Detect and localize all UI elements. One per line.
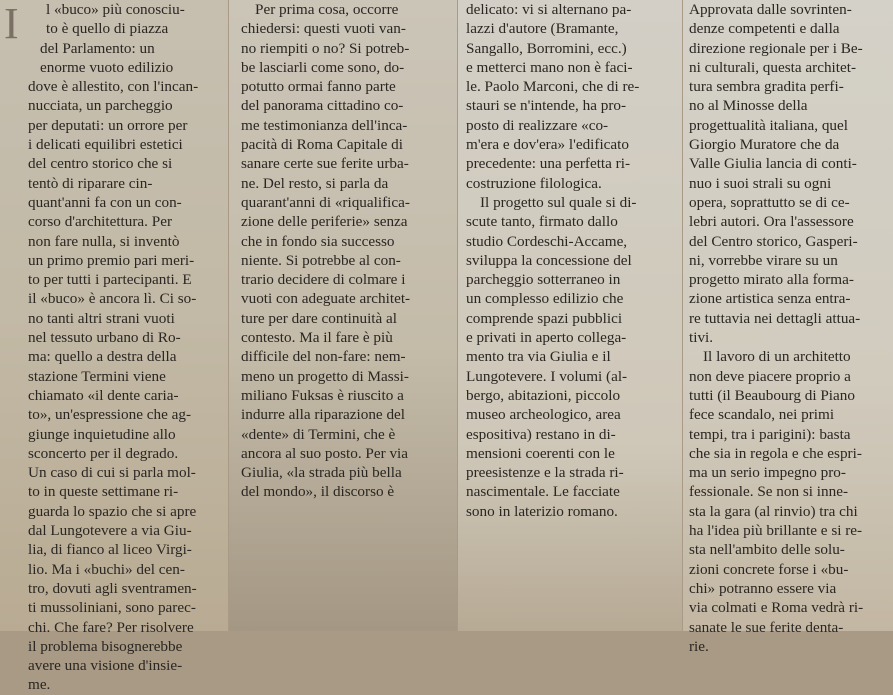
text-line: Il lavoro di un architetto: [703, 348, 851, 366]
text-line: lazzi d'autore (Bramante,: [466, 20, 619, 38]
text-line: corso d'architettura. Per: [28, 213, 173, 231]
text-line: progettualità italiana, quel: [689, 116, 848, 134]
text-line: vuoti con adeguate architet-: [241, 290, 411, 308]
text-line: Sangallo, Borromini, ecc.): [466, 39, 627, 57]
text-line: potutto ormai fanno parte: [241, 78, 396, 96]
text-line: sanare certe sue ferite urba-: [241, 155, 409, 173]
text-line: sono in laterizio romano.: [466, 502, 618, 520]
text-line: giunge inquietudine allo: [28, 425, 176, 443]
text-line: e metterci mano non è faci-: [466, 58, 633, 76]
text-line: parcheggio sotterraneo in: [466, 271, 621, 289]
text-line: zione delle periferie» senza: [241, 213, 408, 231]
text-line: chiamato «il dente caria-: [28, 386, 179, 404]
text-line: un primo premio pari meri-: [28, 251, 195, 269]
text-line: Per prima cosa, occorre: [255, 1, 399, 18]
drop-cap: I: [4, 0, 19, 48]
column-1: [0, 0, 228, 694]
text-line: il «buco» è ancora lì. Ci so-: [28, 290, 197, 308]
text-line: tro, dovuti agli sventramen-: [28, 579, 197, 597]
text-line: Valle Giulia lancia di conti-: [689, 155, 857, 173]
column-2-text: [241, 0, 449, 502]
column-2: [229, 0, 457, 631]
text-line: un complesso edilizio che: [466, 290, 624, 308]
text-line: del panorama cittadino co-: [241, 97, 404, 115]
text-line: chiedersi: questi vuoti van-: [241, 20, 406, 38]
column-4: [683, 0, 893, 655]
text-line: Giorgio Muratore che da: [689, 136, 840, 154]
text-line: chi. Che fare? Per risolvere: [28, 618, 194, 636]
text-line: preesistenze e la strada ri-: [466, 464, 624, 482]
text-line: nuo i suoi strali su ogni: [689, 174, 832, 192]
text-line: Approvata dalle sovrinten-: [689, 1, 852, 18]
text-line: espositiva) restano in di-: [466, 425, 616, 443]
text-line: fece scandalo, nei primi: [689, 406, 835, 424]
text-line: sviluppa la concessione del: [466, 251, 632, 269]
text-line: tentò di riparare cin-: [28, 174, 153, 192]
text-line: museo archeologico, area: [466, 406, 621, 424]
text-line: Il progetto sul quale si di-: [480, 193, 637, 211]
text-line: sta la gara (al rinvio) tra chi: [689, 502, 858, 520]
text-line: no tanti altri strani vuoti: [28, 309, 175, 327]
text-line: ture per dare continuità al: [241, 309, 398, 327]
text-line: guarda lo spazio che si apre: [28, 502, 197, 520]
text-line: miliano Fuksas è riuscito a: [241, 386, 404, 404]
text-line: l «buco» più conosciu-: [46, 1, 185, 18]
column-1-text: [28, 0, 220, 695]
text-line: le. Paolo Marconi, che di re-: [466, 78, 640, 96]
text-line: indurre alla riparazione del: [241, 406, 406, 424]
text-line: stazione Termini viene: [28, 367, 166, 385]
text-line: nascimentale. Le facciate: [466, 483, 620, 501]
text-line: dal Lungotevere a via Giu-: [28, 522, 192, 540]
text-line: to», un'espressione che ag-: [28, 406, 191, 424]
text-line: del centro storico che si: [28, 155, 173, 173]
text-line: no al Minosse della: [689, 97, 808, 115]
text-line: zione artistica senza entra-: [689, 290, 851, 308]
text-line: sconcerto per il degrado.: [28, 444, 179, 462]
text-line: stauri se n'intende, ha pro-: [466, 97, 627, 115]
text-line: contesto. Ma il fare è più: [241, 329, 393, 347]
text-line: ni, vorrebbe virare su un: [689, 251, 838, 269]
text-line: mensioni coerenti con le: [466, 444, 615, 462]
text-line: me.: [28, 676, 51, 694]
text-line: sanate le sue ferite denta-: [689, 618, 844, 636]
text-line: per deputati: un orrore per: [28, 116, 188, 134]
text-line: i delicati equilibri estetici: [28, 136, 183, 154]
text-line: me testimonianza dell'inca-: [241, 116, 408, 134]
text-line: no riempiti o no? Si potreb-: [241, 39, 410, 57]
text-line: re tuttavia nei dettagli attua-: [689, 309, 861, 327]
text-line: sta nell'ambito delle solu-: [689, 541, 845, 559]
text-line: dove è allestito, con l'incan-: [28, 78, 199, 96]
text-line: ni culturali, questa architet-: [689, 58, 856, 76]
text-line: lia, di fianco al liceo Virgi-: [28, 541, 192, 559]
text-line: che in fondo sia successo: [241, 232, 395, 250]
column-3: [458, 0, 682, 631]
text-line: ma: quello a destra della: [28, 348, 177, 366]
text-line: non deve piacere proprio a: [689, 367, 851, 385]
text-line: lebri autori. Ora l'assessore: [689, 213, 854, 231]
text-line: tempi, tra i parigini): basta: [689, 425, 851, 443]
text-line: to è quello di piazza: [46, 20, 169, 38]
text-line: tura sembra gradita perfi-: [689, 78, 844, 96]
text-line: avere una visione d'insie-: [28, 657, 183, 675]
text-line: enorme vuoto edilizio: [40, 58, 174, 76]
text-line: non fare nulla, si inventò: [28, 232, 180, 250]
text-line: nucciata, un parcheggio: [28, 97, 173, 115]
text-line: lio. Ma i «buchi» del cen-: [28, 560, 185, 578]
text-line: Giulia, «la strada più bella: [241, 464, 402, 482]
text-line: «dente» di Termini, che è: [241, 425, 396, 443]
text-line: il problema bisognerebbe: [28, 637, 183, 655]
text-line: tutti (il Beaubourg di Piano: [689, 386, 855, 404]
text-line: studio Cordeschi-Accame,: [466, 232, 628, 250]
text-line: zioni concrete forse i «bu-: [689, 560, 849, 578]
text-line: del Parlamento: un: [40, 39, 155, 57]
text-line: opera, soprattutto se di ce-: [689, 193, 850, 211]
text-line: quarant'anni di «riqualifica-: [241, 193, 410, 211]
text-line: Lungotevere. I volumi (al-: [466, 367, 628, 385]
text-line: quant'anni fa con un con-: [28, 193, 182, 211]
text-line: denze competenti e dalla: [689, 20, 840, 38]
column-4-text: [689, 0, 889, 656]
text-line: che sia in regola e che espri-: [689, 444, 862, 462]
text-line: Un caso di cui si parla mol-: [28, 464, 196, 482]
text-line: meno un progetto di Massi-: [241, 367, 409, 385]
text-line: precedente: una perfetta ri-: [466, 155, 631, 173]
text-line: e privati in aperto collega-: [466, 329, 627, 347]
text-line: pacità di Roma Capitale di: [241, 136, 403, 154]
text-line: trario decidere di colmare i: [241, 271, 406, 289]
text-line: ha l'idea più brillante e si re-: [689, 522, 863, 540]
text-line: to in queste settimane ri-: [28, 483, 179, 501]
text-line: ti mussoliniani, sono parec-: [28, 599, 196, 617]
text-line: delicato: vi si alternano pa-: [466, 1, 632, 18]
text-line: ancora al suo posto. Per via: [241, 444, 409, 462]
text-line: nel tessuto urbano di Ro-: [28, 329, 181, 347]
text-line: to per tutti i partecipanti. E: [28, 271, 192, 289]
text-line: via colmati e Roma vedrà ri-: [689, 599, 864, 617]
text-line: scute tanto, firmato dallo: [466, 213, 618, 231]
text-line: del mondo», il discorso è: [241, 483, 395, 501]
text-line: fessionale. Se non si inne-: [689, 483, 849, 501]
text-line: costruzione filologica.: [466, 174, 602, 192]
column-3-text: [466, 0, 674, 521]
text-line: ma un serio impegno pro-: [689, 464, 846, 482]
text-line: del Centro storico, Gasperi-: [689, 232, 858, 250]
text-line: ne. Del resto, si parla da: [241, 174, 389, 192]
text-line: m'era e dov'era» l'edificato: [466, 136, 629, 154]
text-line: tivi.: [689, 329, 714, 347]
text-line: progetto mirato alla forma-: [689, 271, 854, 289]
text-line: rie.: [689, 637, 709, 655]
text-line: niente. Si potrebbe al con-: [241, 251, 401, 269]
text-line: comprende spazi pubblici: [466, 309, 623, 327]
text-line: direzione regionale per i Be-: [689, 39, 863, 57]
text-line: be lasciarli come sono, do-: [241, 58, 405, 76]
text-line: chi» potranno essere via: [689, 579, 837, 597]
text-line: bergo, abitazioni, piccolo: [466, 386, 621, 404]
text-line: posto di realizzare «co-: [466, 116, 609, 134]
text-line: difficile del non-fare: nem-: [241, 348, 406, 366]
text-line: mento tra via Giulia e il: [466, 348, 611, 366]
